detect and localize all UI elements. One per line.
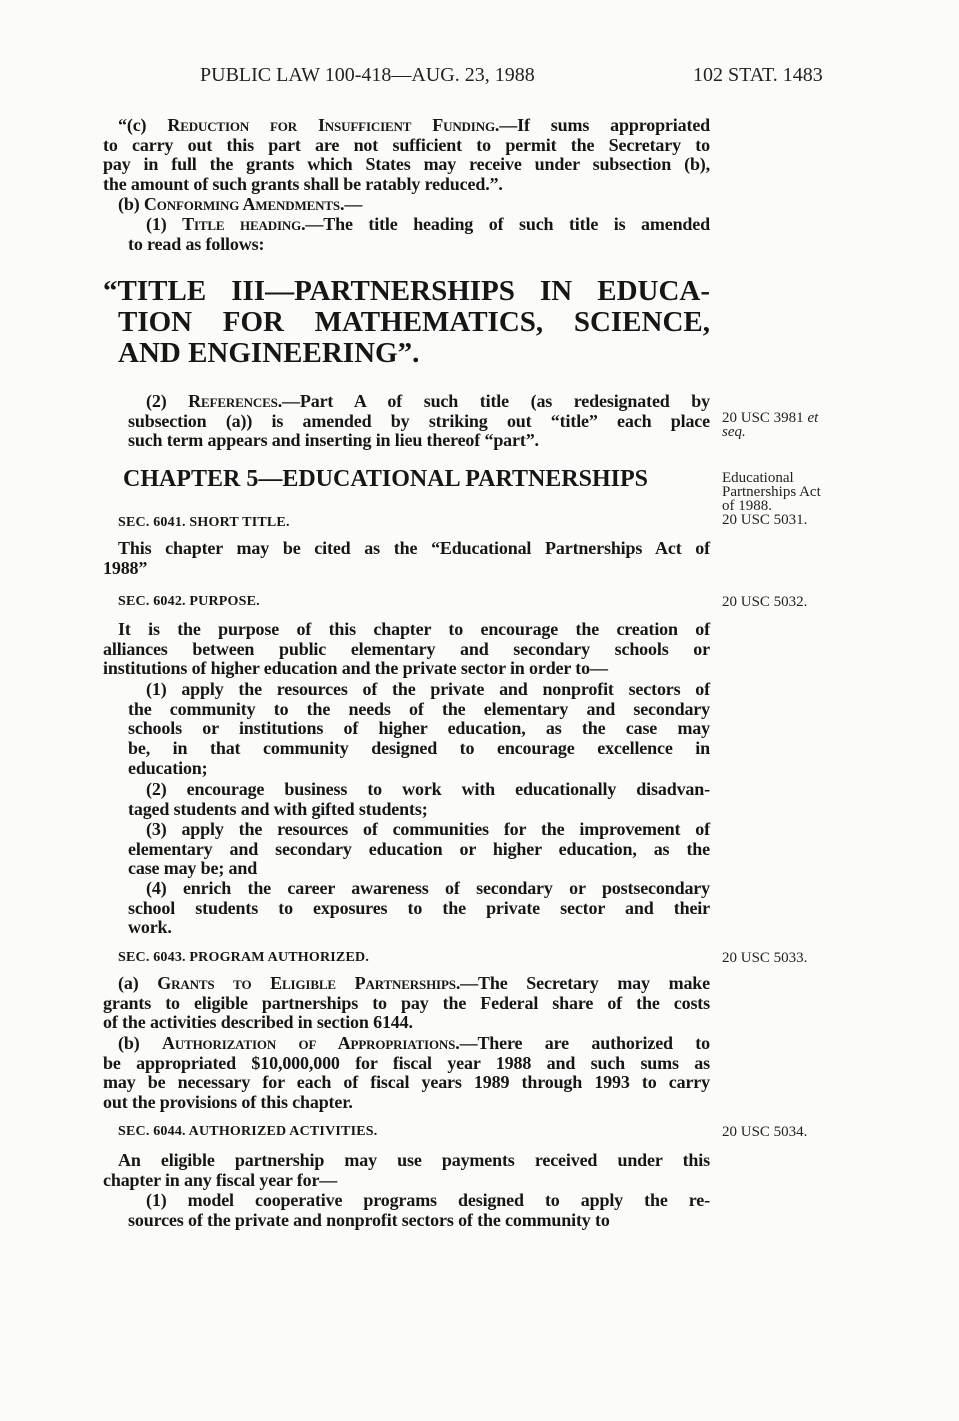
usc-et: et — [807, 410, 819, 426]
text-line — [128, 718, 710, 738]
text-segment: (4) enrich the career awareness of secondary or postsecondary — [146, 878, 710, 898]
text-segment: (3) apply the resources of communities for the improvement of — [146, 819, 710, 839]
text-segment: “(c) — [118, 115, 168, 135]
text-line — [118, 1150, 710, 1170]
text-line — [118, 973, 710, 993]
text-line — [103, 658, 710, 678]
text-segment: the community to the needs of the elementary and secondary — [128, 698, 710, 719]
text-segment: sources of the private and nonprofit sectors of the community to — [128, 1209, 610, 1230]
text-segment: (1) — [146, 214, 183, 234]
section-heading-6042: SEC. 6042. PURPOSE. — [118, 594, 260, 609]
text-line — [128, 430, 710, 450]
text-segment: (1) model cooperative programs designed to apply the re- — [146, 1190, 710, 1210]
text-segment: —If sums appropriated — [499, 115, 711, 135]
usc-citation: 20 USC 3981 — [722, 410, 804, 426]
margin-note-usc-5034: 20 USC 5034. — [722, 1124, 808, 1140]
text-segment: chapter in any fiscal year for— — [103, 1169, 338, 1190]
small-caps-heading: References. — [188, 391, 283, 411]
text-line — [103, 1053, 710, 1073]
usc-seq: seq. — [722, 424, 746, 440]
text-line — [103, 276, 710, 307]
text-segment: education; — [128, 757, 208, 778]
text-segment: institutions of higher education and the private sector in order to— — [103, 658, 608, 679]
text-segment: to read as follows: — [128, 233, 265, 254]
usc-citation: 20 USC 5031. — [722, 512, 808, 528]
text-segment: (2) encourage business to work with educationally disadvan- — [146, 779, 710, 799]
text-line — [118, 338, 710, 369]
text-segment: (a) — [118, 973, 158, 993]
text-line — [146, 679, 710, 699]
text-segment: (b) — [118, 194, 144, 214]
text-line — [146, 779, 710, 799]
text-line — [128, 738, 710, 758]
margin-note-usc-3981 — [722, 411, 818, 439]
text-line — [128, 799, 710, 819]
text-segment: subsection (a)) is amended by striking out “title” each place — [128, 410, 710, 431]
text-line — [128, 898, 710, 918]
text-segment: grants to eligible partnerships to pay the Federal share of the costs — [103, 992, 710, 1013]
text-segment: taged students and with gifted students; — [128, 798, 428, 819]
text-line — [146, 1190, 710, 1210]
text-segment: —Part A of such title (as redesignated by — [282, 391, 710, 411]
section-heading-6041: SEC. 6041. SHORT TITLE. — [118, 515, 290, 530]
text-segment: work. — [128, 917, 172, 938]
text-line — [118, 1033, 710, 1053]
text-line — [103, 639, 710, 659]
text-line — [146, 391, 710, 411]
text-segment: —The title heading of such title is amended — [305, 214, 710, 234]
small-caps-heading: Title heading. — [182, 214, 306, 234]
text-segment: elementary and secondary education or higher education, as the — [128, 838, 710, 859]
small-caps-heading: Reduction for Insufficient Funding. — [167, 115, 500, 135]
text-line — [118, 115, 710, 135]
act-name-line: Partnerships Act — [722, 484, 821, 500]
margin-note-act-name — [722, 471, 821, 527]
text-line — [103, 1072, 710, 1092]
text-line — [128, 234, 710, 254]
text-line — [128, 917, 710, 937]
text-line — [128, 858, 710, 878]
text-line — [103, 993, 710, 1013]
text-segment: to carry out this part are not sufficient to permit the Secretary to — [103, 134, 710, 155]
text-line — [103, 1170, 710, 1190]
text-line — [128, 1210, 710, 1230]
text-segment: case may be; and — [128, 858, 258, 879]
margin-note-usc-5033: 20 USC 5033. — [722, 950, 808, 966]
text-segment: alliances between public elementary and secondary schools or — [103, 638, 710, 659]
text-line — [118, 194, 710, 214]
small-caps-heading: Conforming Amendments. — [143, 194, 345, 214]
text-segment: —There are authorized to — [459, 1033, 711, 1053]
section-heading-6044: SEC. 6044. AUTHORIZED ACTIVITIES. — [118, 1124, 378, 1139]
text-line — [146, 214, 710, 234]
running-header-law: PUBLIC LAW 100-418—AUG. 23, 1988 — [200, 64, 535, 86]
text-segment: “TITLE III—PARTNERSHIPS IN EDUCA- — [103, 275, 710, 307]
text-segment: (b) — [118, 1033, 162, 1053]
text-segment: This chapter may be cited as the “Educational Partnerships Act of — [118, 538, 710, 558]
section-heading-6043: SEC. 6043. PROGRAM AUTHORIZED. — [118, 950, 370, 965]
running-header-page: 102 STAT. 1483 — [693, 64, 823, 86]
text-segment: It is the purpose of this chapter to encourage the creation of — [118, 619, 710, 639]
act-name-line: of 1988. — [722, 498, 772, 514]
text-line — [146, 878, 710, 898]
chapter-heading: CHAPTER 5—EDUCATIONAL PARTNERSHIPS — [123, 466, 648, 492]
text-segment: An eligible partnership may use payments received under this — [118, 1150, 710, 1170]
text-segment: school students to exposures to the private sector and their — [128, 897, 710, 918]
text-segment: be, in that community designed to encourage excellence in — [128, 738, 710, 759]
text-segment: such term appears and inserting in lieu thereof “part”. — [128, 430, 539, 451]
text-line — [103, 135, 710, 155]
text-segment: (2) — [146, 391, 189, 411]
small-caps-heading: Authorization of Appropriations. — [161, 1033, 460, 1053]
text-line — [103, 174, 710, 194]
text-line — [118, 307, 710, 338]
text-segment: may be necessary for each of fiscal years 1989 through 1993 to carry — [103, 1072, 710, 1093]
text-line — [103, 154, 710, 174]
text-line — [103, 1092, 710, 1112]
margin-note-usc-5032: 20 USC 5032. — [722, 594, 808, 610]
text-line — [128, 699, 710, 719]
text-line — [103, 558, 710, 578]
text-segment: TION FOR MATHEMATICS, SCIENCE, — [118, 306, 710, 338]
text-segment: pay in full the grants which States may receive under subsection (b), — [103, 154, 710, 175]
text-line — [146, 819, 710, 839]
text-segment: — — [344, 194, 363, 214]
text-line — [128, 839, 710, 859]
small-caps-heading: Grants to Eligible Partnerships. — [157, 973, 461, 993]
text-line — [128, 411, 710, 431]
text-segment: be appropriated $10,000,000 for fiscal year 1988 and such sums as — [103, 1052, 710, 1073]
text-segment: AND ENGINEERING”. — [118, 337, 420, 369]
text-segment: of the activities described in section 6144. — [103, 1012, 413, 1033]
text-segment: 1988” — [103, 557, 148, 578]
text-line — [103, 1012, 710, 1032]
act-name-line: Educational — [722, 470, 794, 486]
text-segment: (1) apply the resources of the private and nonprofit sectors of — [146, 679, 710, 699]
text-line — [118, 538, 710, 558]
text-segment: schools or institutions of higher education, as the case may — [128, 718, 710, 739]
text-segment: out the provisions of this chapter. — [103, 1092, 353, 1113]
text-line — [118, 619, 710, 639]
text-segment: the amount of such grants shall be ratably reduced.”. — [103, 174, 503, 195]
text-segment: —The Secretary may make — [460, 973, 710, 993]
text-line — [128, 758, 710, 778]
